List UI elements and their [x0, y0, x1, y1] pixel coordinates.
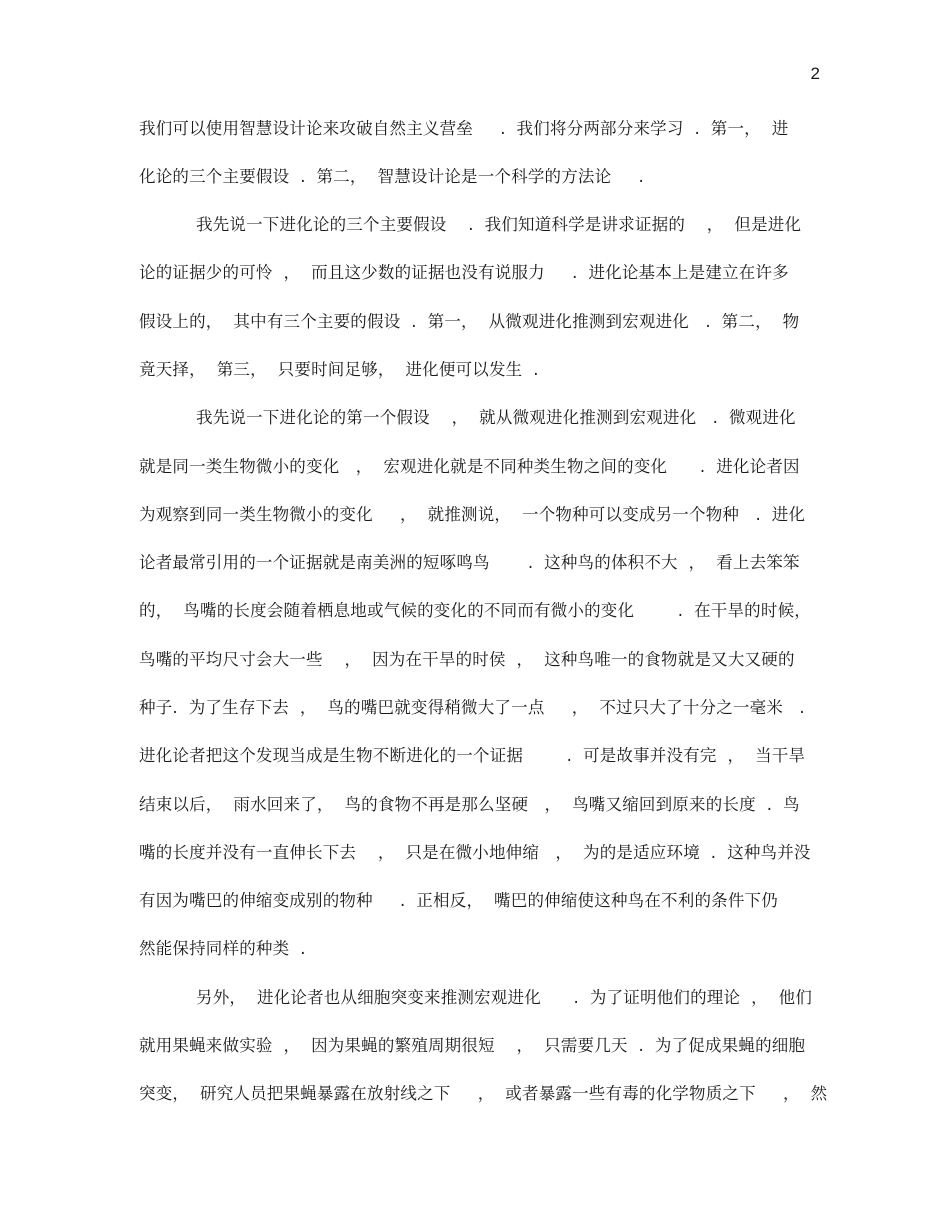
text-line: 我先说一下进化论的三个主要假设 . 我们知道科学是讲求证据的 ， 但是进化 [196, 215, 802, 234]
text-line: 我先说一下进化论的第一个假设 ， 就从微观进化推测到宏观进化 . 微观进化 [196, 408, 796, 427]
text-line: 就是同一类生物微小的变化 ， 宏观进化就是不同种类生物之间的变化 . 进化论者因 [139, 457, 800, 476]
text-line: 突变， 研究人员把果蝇暴露在放射线之下 ， 或者暴露一些有毒的化学物质之下 ， 然 [139, 1084, 828, 1103]
text-line: 进化论者把这个发现当成是生物不断进化的一个证据 . 可是故事并没有完 ， 当干旱 [139, 746, 806, 765]
text-line: 我们可以使用智慧设计论来攻破自然主义营垒 . 我们将分两部分来学习 . 第一， 进 [139, 119, 789, 138]
text-line: 化论的三个主要假设 . 第二， 智慧设计论是一个科学的方法论 . [139, 167, 644, 186]
text-line: 另外， 进化论者也从细胞突变来推测宏观进化 . 为了证明他们的理论 ， 他们 [196, 988, 813, 1007]
text-line: 种子. 为了生存下去 ， 鸟的嘴巴就变得稍微大了一点 ， 不过只大了十分之一毫米 . [139, 698, 805, 717]
text-line: 嘴的长度并没有一直伸长下去 ， 只是在微小地伸缩 ， 为的是适应环境 . 这种鸟并没 [139, 843, 811, 862]
text-line: 有因为嘴巴的伸缩变成别的物种 . 正相反， 嘴巴的伸缩使这种鸟在不利的条件下仍 [139, 891, 778, 910]
text-line: 论的证据少的可怜 ， 而且这少数的证据也没有说服力 . 进化论基本上是建立在许多 [139, 263, 789, 282]
text-line: 假设上的， 其中有三个主要的假设 . 第一， 从微观进化推测到宏观进化 . 第二， 物 [139, 312, 800, 331]
text-line: 的， 鸟嘴的长度会随着栖息地或气候的变化的不同而有微小的变化 . 在干旱的时候， [139, 601, 811, 620]
text-line: 为观察到同一类生物微小的变化 ， 就推测说， 一个物种可以变成另一个物种 . 进化 [139, 505, 806, 524]
page-number: 2 [810, 64, 820, 83]
text-line: 鸟嘴的平均尺寸会大一些 ， 因为在干旱的时侯 ， 这种鸟唯一的食物就是又大又硬的 [139, 650, 795, 669]
text-line: 结束以后， 雨水回来了， 鸟的食物不再是那么坚硬 ， 鸟嘴又缩回到原来的长度 . 鸟 [139, 795, 800, 814]
text-line: 就用果蝇来做实验 ， 因为果蝇的繁殖周期很短 ， 只需要几天 . 为了促成果蝇的细胞 [139, 1036, 806, 1055]
text-line: 竟天择， 第三， 只要时间足够， 进化便可以发生 . [139, 360, 539, 379]
text-line: 然能保持同样的种类 . [139, 939, 306, 958]
text-line: 论者最常引用的一个证据就是南美洲的短啄鸣鸟 . 这种鸟的体积不大 ， 看上去笨笨 [139, 553, 800, 572]
